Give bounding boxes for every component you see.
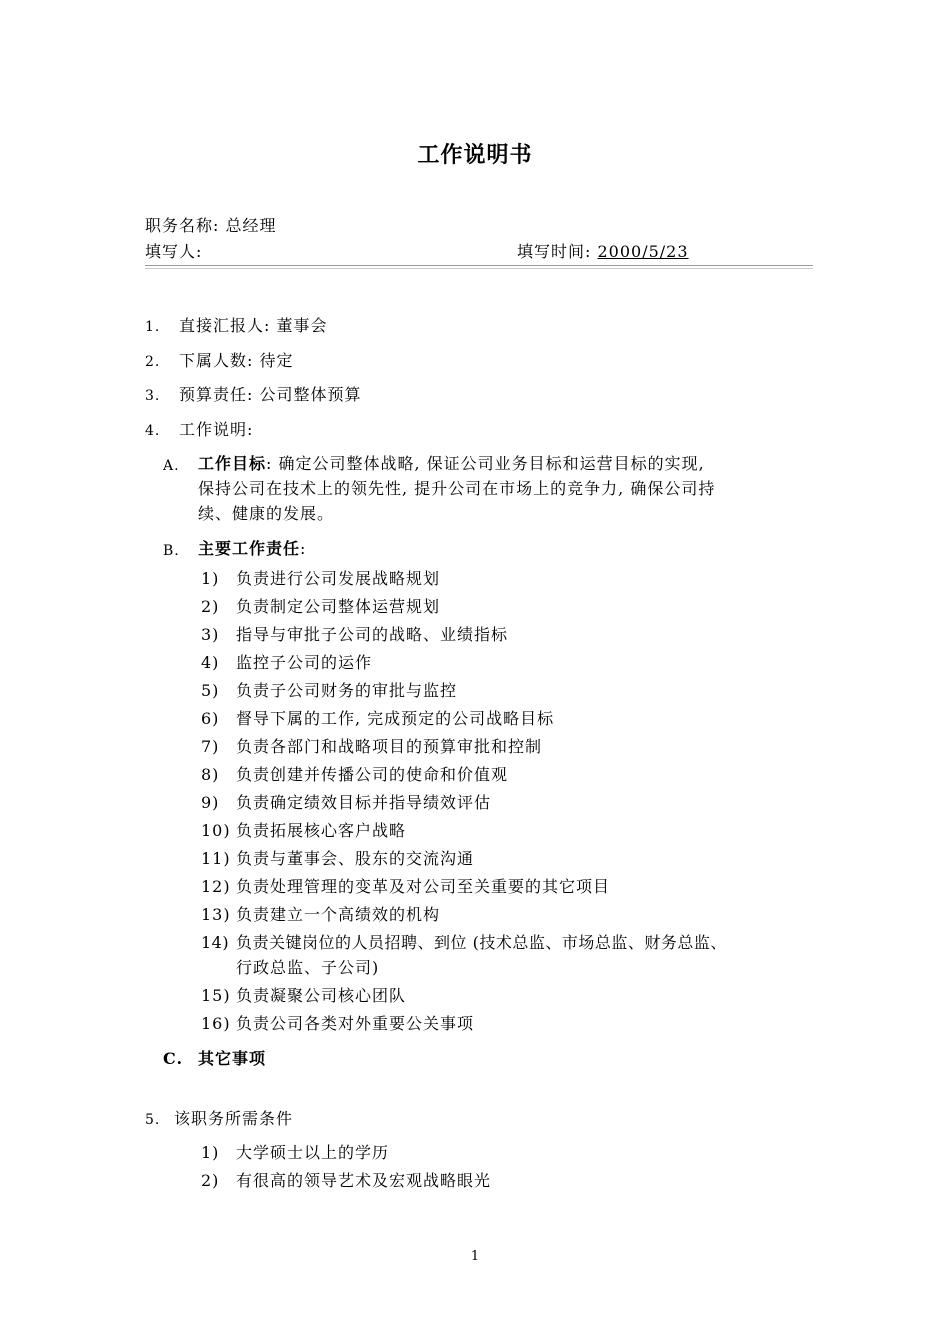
subsection-b-colon: : [300,539,307,558]
date-label: 填写时间: [517,242,592,261]
page-number: 1 [470,1249,480,1264]
section-2 [145,351,293,372]
date-value: 2000/5/23 [597,242,689,261]
list-item-number: 11) [201,849,231,868]
subsection-c-label: 其它事项 [198,1049,267,1068]
position-label: 职务名称: [145,216,220,235]
section-text: 工作说明: [179,420,254,439]
section-number: 2. [145,354,161,370]
list-item [201,905,440,925]
list-item-number: 12) [201,877,231,896]
date-row [517,242,689,262]
list-item-text: 指导与审批子公司的战略、业绩指标 [236,625,509,644]
list-item [201,793,491,813]
header-divider-shadow [145,268,813,269]
list-item-number: 8) [201,765,220,784]
list-item-number: 15) [201,986,231,1005]
list-item-number: 2) [201,1171,220,1190]
list-item-text: 负责与董事会、股东的交流沟通 [236,849,475,868]
list-item-number: 1) [201,1143,220,1162]
list-item [201,877,610,897]
header-divider [145,265,813,266]
subsection-a-line-1 [198,454,705,474]
list-item [201,821,406,841]
section-text: 该职务所需条件 [174,1109,294,1128]
list-item-number: 7) [201,737,220,756]
list-item [201,986,406,1006]
list-item-number: 16) [201,1014,231,1033]
list-item [201,1171,491,1191]
subsection-c-number: C. [163,1049,184,1068]
list-item [201,737,542,757]
list-item-number: 1) [201,569,220,588]
section-text: 直接汇报人: 董事会 [179,316,328,335]
list-item-text: 负责关键岗位的人员招聘、到位 (技术总监、市场总监、财务总监、 [236,933,727,952]
list-item-number: 4) [201,653,220,672]
list-item-text: 负责各部门和战略项目的预算审批和控制 [236,737,543,756]
section-text: 预算责任: 公司整体预算 [179,385,362,404]
filler-label: 填写人: [145,242,203,261]
document-title: 工作说明书 [417,142,533,168]
list-item-number: 9) [201,793,220,812]
list-item-number: 13) [201,905,231,924]
section-number: 4. [145,423,161,439]
section-number: 5. [145,1112,161,1128]
subsection-b-number: B. [163,543,180,559]
list-item-number: 14) [201,933,230,952]
subsection-b-label: 主要工作责任 [198,539,301,558]
list-item [201,569,440,589]
list-item-number: 10) [201,821,231,840]
list-item [201,1143,389,1163]
subsection-b-heading [198,539,306,559]
section-4 [145,420,253,441]
subsection-a-number: A. [163,458,180,474]
list-item-number: 2) [201,597,220,616]
position-row [145,216,277,236]
filler-row [145,242,202,262]
list-item-number: 3) [201,625,220,644]
list-item-text: 负责子公司财务的审批与监控 [236,681,458,700]
list-item [201,933,727,953]
list-item-text: 负责进行公司发展战略规划 [236,569,441,588]
list-item-text: 负责凝聚公司核心团队 [236,986,407,1005]
section-1 [145,316,327,337]
subsection-a-label: 工作目标 [198,454,267,473]
list-item-text: 负责公司各类对外重要公关事项 [236,1014,475,1033]
section-number: 3. [145,388,161,404]
list-item [201,765,508,785]
section-5 [145,1109,293,1130]
position-value: 总经理 [225,216,277,235]
subsection-a-line-3: 续、健康的发展。 [198,504,335,523]
subsection-a-line-2: 保持公司在技术上的领先性, 提升公司在市场上的竞争力, 确保公司持 [198,479,716,498]
list-item-text: 监控子公司的运作 [236,653,373,672]
list-item-text: 负责建立一个高绩效的机构 [236,905,441,924]
list-item-text: 负责确定绩效目标并指导绩效评估 [236,793,492,812]
list-item-text: 负责处理管理的变革及对公司至关重要的其它项目 [236,877,611,896]
list-item [201,709,554,729]
section-number: 1. [145,319,161,335]
section-text: 下属人数: 待定 [179,351,294,370]
list-item-text: 负责制定公司整体运营规划 [236,597,441,616]
list-item-text: 负责拓展核心客户战略 [236,821,407,840]
section-3 [145,385,361,406]
list-item [201,625,508,645]
list-item [201,849,474,869]
list-item-number: 5) [201,681,220,700]
list-item-text: 负责创建并传播公司的使命和价值观 [236,765,509,784]
list-item-continuation: 行政总监、子公司) [236,958,380,977]
list-item [201,597,440,617]
list-item [201,681,457,701]
list-item [201,653,372,673]
list-item-text: 有很高的领导艺术及宏观战略眼光 [236,1171,492,1190]
list-item-number: 6) [201,709,220,728]
list-item-text: 督导下属的工作, 完成预定的公司战略目标 [236,709,555,728]
subsection-a-text: : 确定公司整体战略, 保证公司业务目标和运营目标的实现, [266,454,705,473]
list-item-text: 大学硕士以上的学历 [236,1143,390,1162]
list-item [201,1014,474,1034]
